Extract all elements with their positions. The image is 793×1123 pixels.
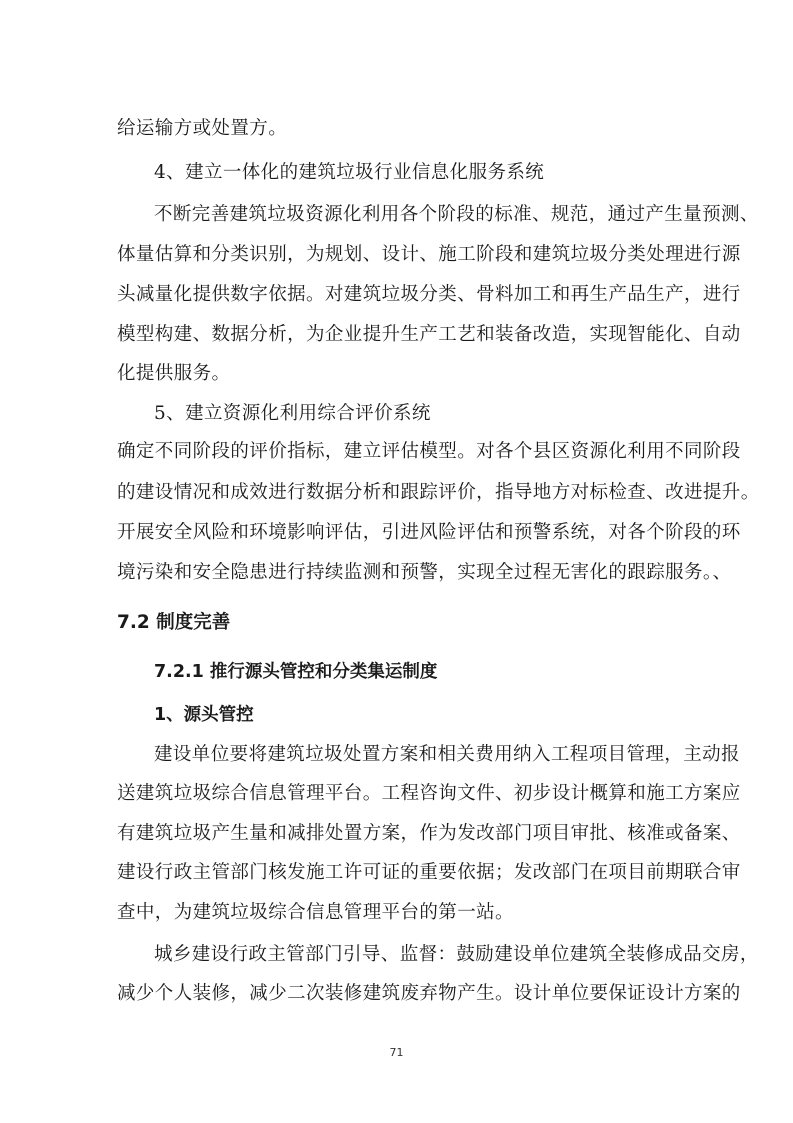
paragraph-line: 的建设情况和成效进行数据分析和跟踪评价，指导地方对标检查、改进提升。 xyxy=(117,482,760,503)
paragraph-line: 建设行政主管部门核发施工许可证的重要依据；发改部门在项目前期联合审 xyxy=(117,862,741,883)
paragraph-line: 减少个人装修，减少二次装修建筑废弃物产生。设计单位要保证设计方案的 xyxy=(117,983,741,1004)
paragraph-line: 送建筑垃圾综合信息管理平台。工程咨询文件、初步设计概算和施工方案应 xyxy=(117,783,741,804)
paragraph-line: 查中，为建筑垃圾综合信息管理平台的第一站。 xyxy=(117,902,514,923)
paragraph-line: 境污染和安全隐患进行持续监测和预警，实现全过程无害化的跟踪服务。、 xyxy=(117,562,732,583)
paragraph-line: 有建筑垃圾产生量和减排处置方案，作为发改部门项目审批、核准或备案、 xyxy=(117,823,741,844)
paragraph-line: 给运输方或处置方。 xyxy=(117,118,288,139)
subsection-heading: 5、建立资源化利用综合评价系统 xyxy=(154,403,431,424)
paragraph-line: 模型构建、数据分析，为企业提升生产工艺和装备改造，实现智能化、自动 xyxy=(117,324,741,345)
item-heading: 1、源头管控 xyxy=(154,705,254,725)
paragraph-line: 不断完善建筑垃圾资源化利用各个阶段的标准、规范，通过产生量预测、 xyxy=(154,204,759,225)
paragraph-line: 建设单位要将建筑垃圾处置方案和相关费用纳入工程项目管理，主动报 xyxy=(154,744,740,765)
paragraph-line: 城乡建设行政主管部门引导、监督：鼓励建设单位建筑全装修成品交房， xyxy=(154,944,759,965)
paragraph-line: 确定不同阶段的评价指标，建立评估模型。对各个县区资源化利用不同阶段 xyxy=(117,441,741,462)
subsection-heading: 4、建立一体化的建筑垃圾行业信息化服务系统 xyxy=(154,162,545,183)
section-heading: 7.2 制度完善 xyxy=(117,612,231,633)
paragraph-line: 开展安全风险和环境影响评估，引进风险评估和预警系统，对各个阶段的环 xyxy=(117,522,741,543)
paragraph-line: 化提供服务。 xyxy=(117,363,231,384)
page-number: 71 xyxy=(389,1046,404,1059)
subsection-heading: 7.2.1 推行源头管控和分类集运制度 xyxy=(154,662,438,682)
paragraph-line: 体量估算和分类识别，为规划、设计、施工阶段和建筑垃圾分类处理进行源 xyxy=(117,244,741,265)
paragraph-line: 头减量化提供数字依据。对建筑垃圾分类、骨料加工和再生产品生产，进行 xyxy=(117,284,741,305)
